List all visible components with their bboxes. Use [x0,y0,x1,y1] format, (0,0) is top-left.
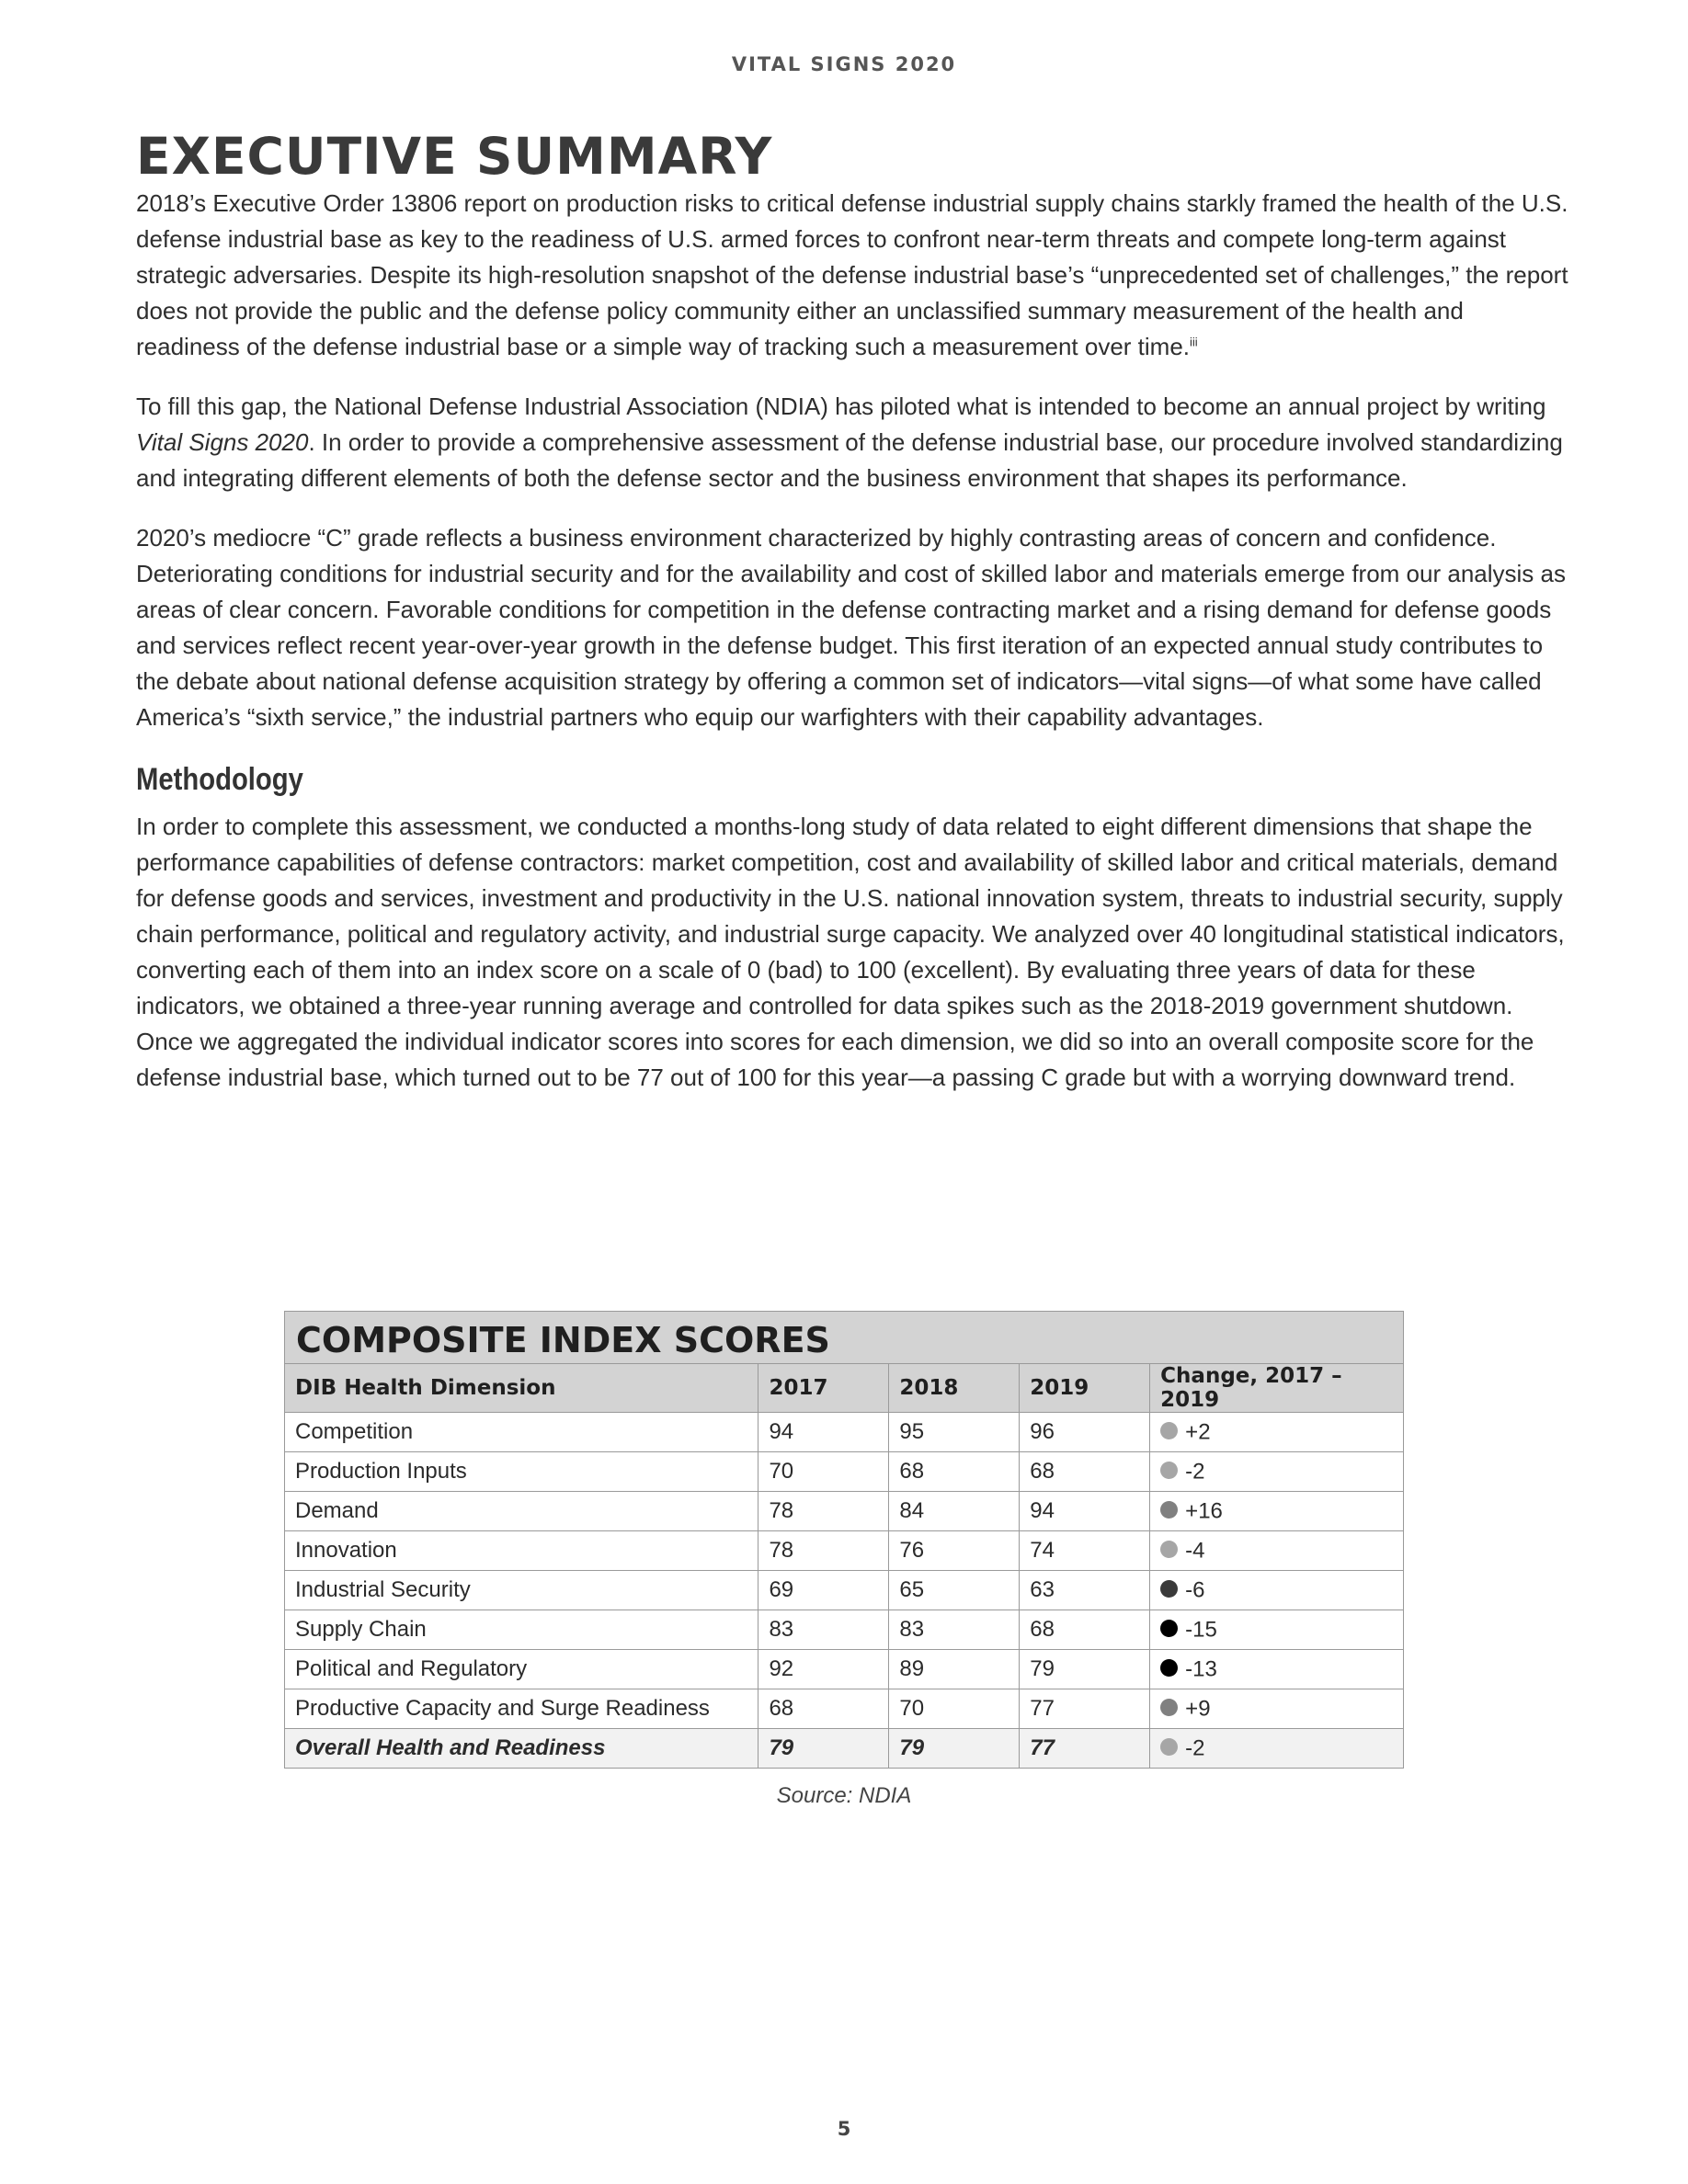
main-content [136,127,1570,1120]
score-2017-cell: 78 [758,1492,889,1531]
table-row [285,1531,1404,1571]
header-change: Change, 2017 – 2019 [1150,1364,1404,1413]
score-2018-cell: 95 [889,1413,1020,1452]
dimension-cell: Competition [285,1413,758,1452]
dimension-cell: Productive Capacity and Surge Readiness [285,1689,758,1729]
table-row [285,1689,1404,1729]
score-2017-cell: 68 [758,1689,889,1729]
table-header-row [285,1364,1404,1413]
header-2017: 2017 [758,1364,889,1413]
change-indicator-dot-icon [1160,1699,1178,1716]
table-row [285,1729,1404,1769]
score-2019-cell: 63 [1020,1571,1150,1610]
summary-paragraph-3: 2020’s mediocre “C” grade reflects a business environment characterized by highly contrasting areas of concern and confidence. Deteriorating conditions for industrial security and for the availability and cost of skilled labor and materials emerge from our analysis as areas of clear concern. Favorable conditions for competition in the defense contracting market and a rising demand for defense goods and services reflect recent year-over-year growth in the defense budget. This first iteration of an expected annual study contributes to the debate about national defense acquisition strategy by offering a common set of indicators—vital signs—of what some have called America’s “sixth service,” the industrial partners who equip our warfighters with their capability advantages. [136,524,1566,731]
table-row [285,1452,1404,1492]
change-value: +9 [1185,1696,1211,1722]
summary-paragraph-2 [136,389,1570,496]
change-cell [1150,1729,1404,1769]
change-cell [1150,1413,1404,1452]
score-2018-cell: 84 [889,1492,1020,1531]
dimension-cell: Political and Regulatory [285,1650,758,1689]
change-value: -2 [1185,1459,1205,1484]
change-indicator-dot-icon [1160,1462,1178,1479]
footnote-marker: iii [1190,335,1198,349]
score-2017-cell: 83 [758,1610,889,1650]
score-2017-cell: 69 [758,1571,889,1610]
table-row [285,1571,1404,1610]
score-2019-cell: 77 [1020,1689,1150,1729]
composite-index-table-section [284,1311,1404,1809]
change-indicator-dot-icon [1160,1620,1178,1637]
header-2019: 2019 [1020,1364,1150,1413]
score-2017-cell: 79 [758,1729,889,1769]
change-indicator-dot-icon [1160,1580,1178,1598]
change-value: -15 [1185,1617,1217,1643]
table-row [285,1413,1404,1452]
score-2017-cell: 70 [758,1452,889,1492]
score-2017-cell: 94 [758,1413,889,1452]
score-2019-cell: 77 [1020,1729,1150,1769]
composite-index-table [284,1311,1404,1769]
change-value: -2 [1185,1735,1205,1761]
header-dimension: DIB Health Dimension [285,1364,758,1413]
change-cell [1150,1610,1404,1650]
score-2017-cell: 78 [758,1531,889,1571]
change-cell [1150,1689,1404,1729]
table-source: Source: NDIA [776,1783,912,1808]
change-indicator-dot-icon [1160,1659,1178,1677]
change-cell [1150,1492,1404,1531]
change-value: -4 [1185,1538,1205,1564]
score-2018-cell: 79 [889,1729,1020,1769]
change-value: -13 [1185,1656,1217,1682]
change-cell [1150,1531,1404,1571]
dimension-cell: Industrial Security [285,1571,758,1610]
change-value: +16 [1185,1498,1223,1524]
change-value: -6 [1185,1577,1205,1603]
summary-paragraph-1 [136,186,1570,365]
score-2019-cell: 68 [1020,1452,1150,1492]
dimension-cell: Supply Chain [285,1610,758,1650]
change-indicator-dot-icon [1160,1501,1178,1519]
score-2018-cell: 68 [889,1452,1020,1492]
header-2018: 2018 [889,1364,1020,1413]
score-2019-cell: 74 [1020,1531,1150,1571]
score-2018-cell: 89 [889,1650,1020,1689]
table-body [285,1413,1404,1769]
summary-paragraph-2-text-start: To fill this gap, the National Defense Industrial Association (NDIA) has piloted what is intended to become an annual project by writing [136,392,1546,420]
dimension-cell: Demand [285,1492,758,1531]
score-2018-cell: 70 [889,1689,1020,1729]
table-row [285,1650,1404,1689]
page-number: 5 [837,2118,851,2140]
score-2019-cell: 68 [1020,1610,1150,1650]
methodology-paragraph: In order to complete this assessment, we conducted a months-long study of data related to eight different dimensions that shape the performance capabilities of defense contractors: market competition, cost and availability of skilled labor and critical materials, demand for defense goods and services, investment and productivity in the U.S. national innovation system, threats to industrial security, supply chain performance, political and regulatory activity, and industrial surge capacity. We analyzed over 40 longitudinal statistical indicators, converting each of them into an index score on a scale of 0 (bad) to 100 (excellent). By evaluating three years of data for these indicators, we obtained a three-year running average and controlled for data spikes such as the 2018-2019 government shutdown. Once we aggregated the individual indicator scores into scores for each dimension, we did so into an overall composite score for the defense industrial base, which turned out to be 77 out of 100 for this year—a passing C grade but with a worrying downward trend. [136,813,1565,1091]
change-cell [1150,1571,1404,1610]
score-2018-cell: 65 [889,1571,1020,1610]
change-cell [1150,1452,1404,1492]
change-indicator-dot-icon [1160,1738,1178,1756]
change-value: +2 [1185,1419,1211,1445]
summary-paragraph-1-text: 2018’s Executive Order 13806 report on production risks to critical defense industrial supply chains starkly framed the health of the U.S. defense industrial base as key to the readiness of U.S. armed forces to confront near-term threats and compete long-term against strategic adversaries. Despite its high-resolution snapshot of the defense industrial base’s “unprecedented set of challenges,” the report does not provide the public and the defense policy community either an unclassified summary measurement of the health and readiness of the defense industrial base or a simple way of tracking such a measurement over time. [136,189,1568,360]
score-2018-cell: 83 [889,1610,1020,1650]
change-cell [1150,1650,1404,1689]
dimension-cell: Overall Health and Readiness [285,1729,758,1769]
table-row [285,1492,1404,1531]
dimension-cell: Innovation [285,1531,758,1571]
page-title: EXECUTIVE SUMMARY [136,127,773,186]
score-2019-cell: 96 [1020,1413,1150,1452]
change-indicator-dot-icon [1160,1541,1178,1558]
running-header: VITAL SIGNS 2020 [731,53,957,75]
table-row [285,1610,1404,1650]
report-title-italic: Vital Signs 2020 [136,428,309,456]
summary-paragraph-2-text-end: . In order to provide a comprehensive assessment of the defense industrial base, our procedure involved standardizing and integrating different elements of both the defense sector and the business environment that shapes its performance. [136,428,1563,492]
score-2017-cell: 92 [758,1650,889,1689]
methodology-heading: Methodology [136,762,303,797]
dimension-cell: Production Inputs [285,1452,758,1492]
table-title: COMPOSITE INDEX SCORES [284,1311,1404,1363]
score-2019-cell: 94 [1020,1492,1150,1531]
score-2019-cell: 79 [1020,1650,1150,1689]
change-indicator-dot-icon [1160,1422,1178,1439]
score-2018-cell: 76 [889,1531,1020,1571]
